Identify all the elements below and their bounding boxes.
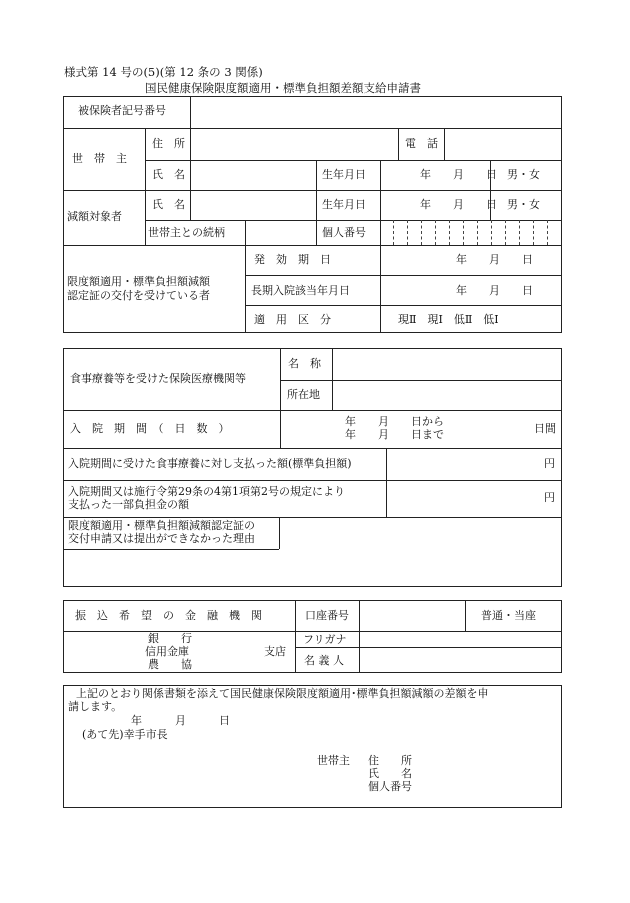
sign-name-label: 氏 名 <box>368 767 412 780</box>
reason-field[interactable] <box>65 551 560 585</box>
meal-payment-yen[interactable]: 円 <box>544 457 555 470</box>
facility-name-field[interactable] <box>334 350 560 379</box>
long-hospital-date-label: 長期入院該当年月日 <box>251 284 350 297</box>
bank-type-shinkin[interactable]: 信用金庫 <box>145 645 189 658</box>
insured-number-label: 被保険者記号番号 <box>78 104 166 117</box>
sign-fields-area[interactable] <box>420 752 558 796</box>
partial-payment-label-line1: 入院期間又は施行令第29条の4第1項第2号の規定により <box>68 485 345 498</box>
householder-gender[interactable]: 男・女 <box>507 168 540 181</box>
householder-address-field[interactable] <box>192 130 397 159</box>
householder-label: 世 帯 主 <box>72 152 127 165</box>
meal-payment-label: 入院期間に受けた食事療養に対し支払った額(標準負担額) <box>68 457 352 470</box>
insured-number-field[interactable] <box>192 98 560 127</box>
application-date[interactable]: 年 月 日 <box>131 714 230 727</box>
sign-personal-number-label: 個人番号 <box>368 780 412 793</box>
facility-name-label: 名 称 <box>288 357 321 370</box>
personal-number-label: 個人番号 <box>322 226 366 239</box>
holder-name-field[interactable] <box>361 649 560 672</box>
period-to[interactable]: 年 月 日まで <box>345 428 444 441</box>
furigana-label: フリガナ <box>303 633 347 646</box>
partial-payment-label-line2: 支払った一部負担金の額 <box>68 498 189 511</box>
form-title: 国民健康保険限度額適用・標準負担額差額支給申請書 <box>145 81 421 95</box>
bank-type-nokyo[interactable]: 農 協 <box>148 658 192 671</box>
category-values[interactable]: 現Ⅱ 現Ⅰ 低Ⅱ 低Ⅰ <box>398 313 499 326</box>
period-label: 入 院 期 間 （ 日 数 ） <box>70 422 230 435</box>
statement-line2: 請します。 <box>68 700 123 713</box>
personal-number-field[interactable] <box>382 222 560 244</box>
branch-label: 支店 <box>264 645 286 658</box>
sign-householder-label: 世帯主 <box>317 754 350 767</box>
facility-label: 食事療養等を受けた保険医療機関等 <box>70 372 246 385</box>
cert-holder-label-line1: 限度額適用・標準負担額減額 <box>67 275 210 288</box>
facility-address-label: 所在地 <box>287 388 320 401</box>
target-birthdate-value[interactable]: 年 月 日 <box>420 198 497 211</box>
target-gender[interactable]: 男・女 <box>507 198 540 211</box>
householder-phone-field[interactable] <box>446 130 560 159</box>
target-name-label: 氏 名 <box>152 198 185 211</box>
cert-holder-label-line2: 認定証の交付を受けている者 <box>67 289 210 302</box>
account-type[interactable]: 普通・当座 <box>481 609 536 622</box>
reduction-target-label: 減額対象者 <box>67 210 122 223</box>
relationship-label: 世帯主との続柄 <box>148 226 225 239</box>
account-number-field[interactable] <box>361 602 464 630</box>
householder-address-label: 住 所 <box>152 137 185 150</box>
period-days[interactable]: 日間 <box>534 422 556 435</box>
period-from[interactable]: 年 月 日から <box>345 415 444 428</box>
bank-type-bank[interactable]: 銀 行 <box>148 632 192 645</box>
facility-address-field[interactable] <box>334 382 560 409</box>
sign-address-label: 住 所 <box>368 754 412 767</box>
statement-line1: 上記のとおり関係書類を添えて国民健康保険限度額適用･標準負担額減額の差額を申 <box>76 687 489 700</box>
householder-birthdate-value[interactable]: 年 月 日 <box>420 168 497 181</box>
householder-birthdate-label: 生年月日 <box>322 168 366 181</box>
relationship-field[interactable] <box>247 222 315 244</box>
partial-payment-yen[interactable]: 円 <box>544 491 555 504</box>
householder-name-field[interactable] <box>192 162 315 189</box>
target-birthdate-label: 生年月日 <box>322 198 366 211</box>
furigana-field[interactable] <box>361 633 560 646</box>
addressee: (あて先)幸手市長 <box>82 728 168 741</box>
effective-date-label: 発 効 期 日 <box>254 253 331 266</box>
long-hospital-date-value[interactable]: 年 月 日 <box>456 284 533 297</box>
reason-label-line2: 交付申請又は提出ができなかった理由 <box>68 532 255 545</box>
account-number-label: 口座番号 <box>305 609 349 622</box>
holder-name-label: 名 義 人 <box>304 654 344 667</box>
householder-name-label: 氏 名 <box>152 168 185 181</box>
bank-label: 振 込 希 望 の 金 融 機 関 <box>75 609 262 622</box>
reason-label-line1: 限度額適用・標準負担額減額認定証の <box>68 519 255 532</box>
target-name-field[interactable] <box>192 192 315 219</box>
householder-phone-label: 電 話 <box>405 137 438 150</box>
category-label: 適 用 区 分 <box>254 313 331 326</box>
effective-date-value[interactable]: 年 月 日 <box>456 253 533 266</box>
form-number: 様式第 14 号の(5)(第 12 条の 3 関係) <box>64 65 263 79</box>
